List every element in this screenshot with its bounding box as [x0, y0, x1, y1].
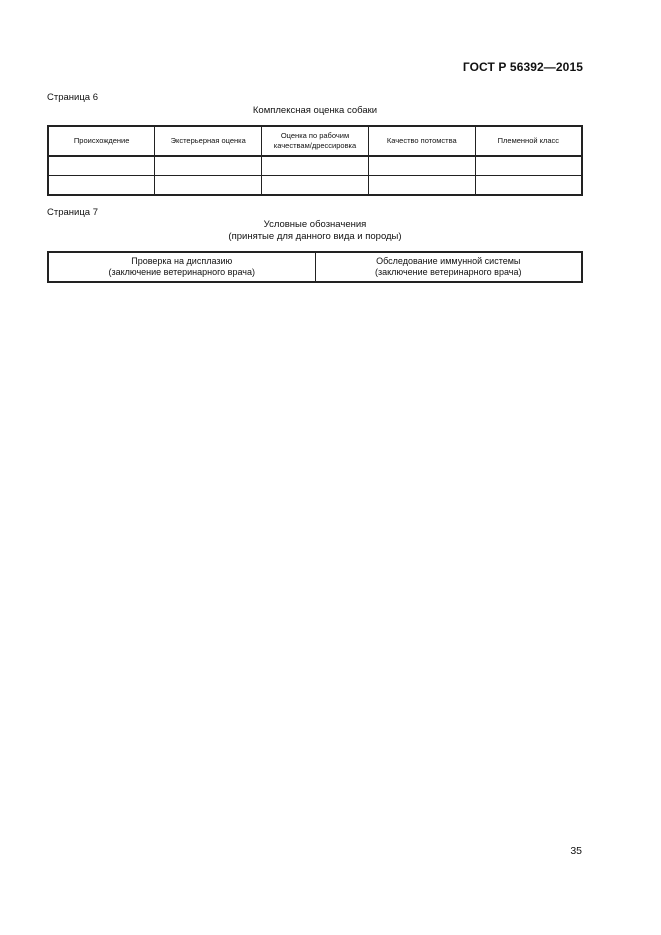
legend-title-line1: Условные обозначения — [263, 219, 367, 230]
column-header: Племенной класс — [475, 126, 582, 156]
standard-code: ГОСТ Р 56392—2015 — [462, 60, 583, 74]
table-cell[interactable] — [48, 156, 155, 176]
legend-title — [47, 219, 583, 242]
table-cell[interactable] — [475, 176, 582, 196]
table-cell[interactable] — [475, 156, 582, 176]
cell-line: (заключение ветеринарного врача) — [108, 267, 255, 277]
legend-table — [47, 251, 583, 283]
table-cell[interactable] — [262, 156, 369, 176]
cell-line: Обследование иммунной системы — [376, 256, 521, 266]
legend-title-line2: (принятые для данного вида и породы) — [228, 230, 402, 242]
table-cell[interactable] — [155, 156, 262, 176]
page-number: 35 — [570, 845, 582, 857]
table-cell[interactable] — [368, 176, 475, 196]
table-row — [48, 252, 582, 282]
column-header: Качество потомства — [368, 126, 475, 156]
cell-line: (заключение ветеринарного врача) — [375, 267, 522, 277]
page-label-6: Страница 6 — [47, 92, 98, 103]
column-header: Оценка по рабочим качествам/дрессировка — [262, 126, 369, 156]
table-cell[interactable] — [262, 176, 369, 196]
dysplasia-check-cell — [48, 252, 315, 282]
immune-system-cell — [315, 252, 582, 282]
cell-line: Проверка на дисплазию — [131, 256, 233, 266]
table-cell[interactable] — [48, 176, 155, 196]
assessment-table-title: Комплексная оценка собаки — [252, 105, 378, 116]
table-row — [48, 176, 582, 196]
table-header-row — [48, 126, 582, 156]
table-row — [48, 156, 582, 176]
table-cell[interactable] — [155, 176, 262, 196]
column-header: Происхождение — [48, 126, 155, 156]
column-header: Экстерьерная оценка — [155, 126, 262, 156]
page-label-7: Страница 7 — [47, 207, 98, 218]
table-cell[interactable] — [368, 156, 475, 176]
assessment-table — [47, 125, 583, 196]
